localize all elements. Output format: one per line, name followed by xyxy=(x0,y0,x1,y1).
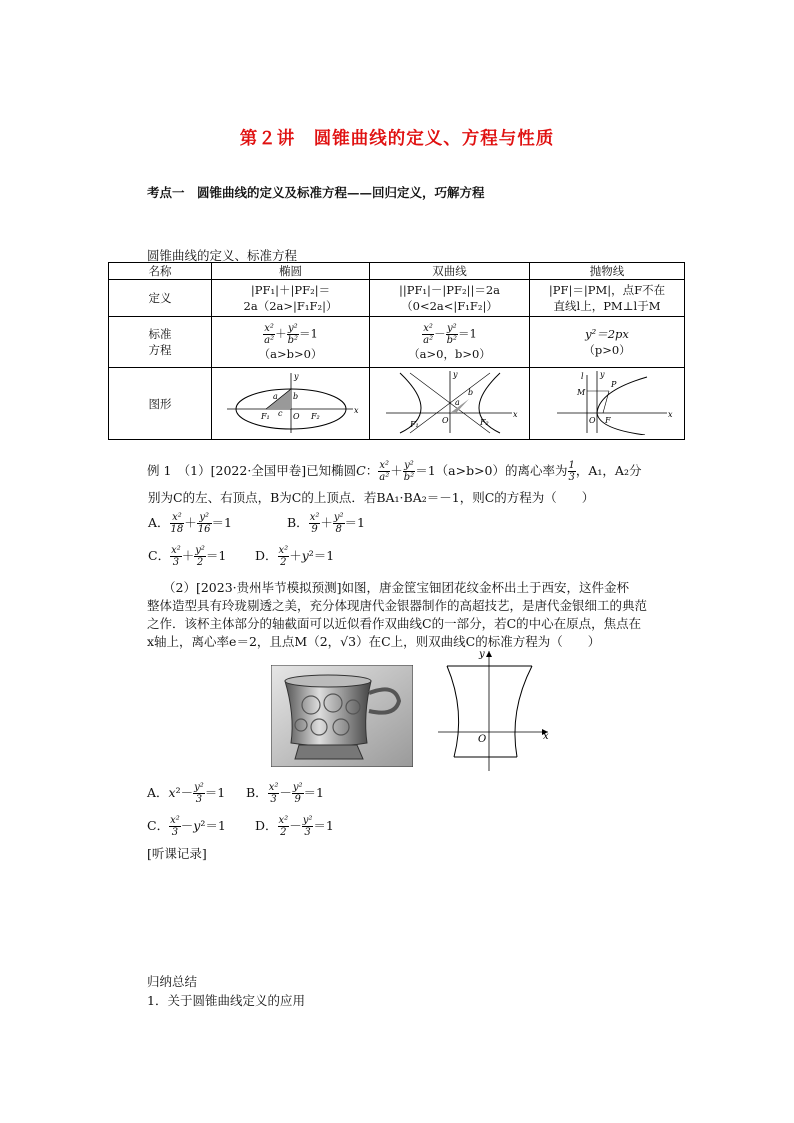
svg-text:F₂: F₂ xyxy=(479,417,489,427)
example1-line1: 例 1 （1）[2022·全国甲卷]已知椭圆C： $\frac{\text{x²}}{\text{a²}}$ ＋ $\frac{\text{y²}}{\text{b²}}$ ＝1（a>b>0）的离心率为 $\frac{1}{3}$ ，A₁，A₂分 xyxy=(147,460,642,483)
q1-option-b[interactable]: B． $\frac{\text{x²}}{9}$ ＋ $\frac{\text{y²}}{8}$ ＝1 xyxy=(287,512,365,535)
row-fig-label: 图形 xyxy=(109,368,212,440)
q1-opt-d-label: D． xyxy=(255,548,278,563)
q1-opt-b-label: B． xyxy=(287,515,309,530)
q2-opt-a-label: A． xyxy=(147,785,169,800)
svg-text:c: c xyxy=(277,408,282,418)
svg-text:y: y xyxy=(600,369,605,379)
q2-option-a[interactable]: A．x²－ $\frac{\text{y²}}{3}$ ＝1 xyxy=(147,782,226,805)
example1-intro: 例 1 （1）[2022·全国甲卷]已知椭圆 xyxy=(147,463,357,478)
conic-table xyxy=(108,262,685,440)
svg-text:b: b xyxy=(292,391,298,401)
hyperbola-eq-cond: （a>0，b>0） xyxy=(408,346,491,361)
header-name: 名称 xyxy=(109,263,212,280)
svg-text:O: O xyxy=(478,734,487,745)
svg-text:M: M xyxy=(577,387,586,397)
ellipse-figure xyxy=(212,368,370,440)
svg-text:F: F xyxy=(605,415,611,425)
q1-option-d[interactable]: D． $\frac{\text{x²}}{2}$ ＋y²＝1 xyxy=(255,545,335,568)
hyperbola-eq-formula: $\frac{\text{x²}}{\text{a²}}$ － $\frac{\text{y²}}{\text{b²}}$ ＝1 xyxy=(423,322,477,346)
parabola-graph xyxy=(537,369,677,435)
ellipse-graph xyxy=(221,369,361,435)
parabola-eq-cond: （p>0） xyxy=(583,343,631,357)
hyperbola-graph xyxy=(380,369,520,435)
summary-heading: 归纳总结 xyxy=(147,974,198,989)
svg-text:a: a xyxy=(454,397,460,407)
parabola-figure xyxy=(530,368,685,440)
row-def-label: 定义 xyxy=(109,280,212,317)
q1-option-a[interactable]: A． $\frac{\text{x²}}{18}$ ＋ $\frac{\text{y²}}{16}$ ＝1 xyxy=(148,512,232,535)
summary-item-1: 1．关于圆锥曲线定义的应用 xyxy=(147,993,305,1008)
q1-opt-c-label: C． xyxy=(148,548,171,563)
q2-option-c[interactable]: C． $\frac{\text{x²}}{3}$ －y²＝1 xyxy=(147,815,226,838)
q1-opt-a-label: A． xyxy=(148,515,170,530)
page-title: 第２讲 圆锥曲线的定义、方程与性质 xyxy=(239,129,555,149)
svg-text:x: x xyxy=(668,409,673,419)
svg-text:x: x xyxy=(543,731,549,742)
svg-text:F₁: F₁ xyxy=(409,419,419,429)
parabola-def-line1: |PF|＝|PM|，点F不在 xyxy=(548,283,666,297)
row-std-label xyxy=(109,317,212,368)
svg-text:F₂: F₂ xyxy=(310,411,320,421)
q2-option-d[interactable]: D． $\frac{\text{x²}}{2}$ － $\frac{\text{y²}}{3}$ ＝1 xyxy=(255,815,334,838)
svg-text:O: O xyxy=(292,411,300,421)
hyperbola-def-line1: ||PF₁|－|PF₂||＝2a xyxy=(398,283,501,297)
ellipse-def-line2: 2a（2a>|F₁F₂|） xyxy=(243,299,338,313)
q2-opt-c-label: C． xyxy=(147,818,170,833)
parabola-eq xyxy=(530,317,685,368)
header-parabola: 抛物线 xyxy=(530,263,685,280)
hyperbola-def-line2: （0<2a<|F₁F₂|） xyxy=(401,299,498,313)
q2-option-b[interactable]: B． $\frac{\text{x²}}{3}$ － $\frac{\text{y²}}{9}$ ＝1 xyxy=(246,782,324,805)
svg-text:y: y xyxy=(479,649,485,660)
q2-opt-d-label: D． xyxy=(255,818,278,833)
gold-cup-photo xyxy=(271,665,413,767)
q1-option-c[interactable]: C． $\frac{\text{x²}}{3}$ ＋ $\frac{\text{y²}}{2}$ ＝1 xyxy=(148,545,227,568)
svg-text:a: a xyxy=(272,391,278,401)
section-heading: 考点一 圆锥曲线的定义及标准方程——回归定义，巧解方程 xyxy=(147,185,485,200)
svg-text:x: x xyxy=(512,409,518,419)
header-hyperbola: 双曲线 xyxy=(370,263,530,280)
parabola-def xyxy=(530,280,685,317)
example1-cond: （a>b>0）的离心率为 xyxy=(435,463,568,478)
svg-text:y: y xyxy=(452,369,458,379)
svg-text:O: O xyxy=(589,415,596,425)
svg-text:F₁: F₁ xyxy=(260,411,270,421)
ellipse-eq-formula: $\frac{\text{x²}}{\text{a²}}$ ＋ $\frac{\text{y²}}{\text{b²}}$ ＝1 xyxy=(264,322,318,346)
q2-line1: （2）[2023·贵州毕节模拟预测]如图，唐金筐宝钿团花纹金杯出土于西安，这件金杯 xyxy=(163,580,629,595)
svg-text:b: b xyxy=(467,387,473,397)
header-ellipse: 椭圆 xyxy=(212,263,370,280)
std-label-1: 标准 xyxy=(148,327,172,341)
svg-text:y: y xyxy=(293,371,299,381)
example1-vertices: ，A₁，A₂分 xyxy=(575,463,642,478)
hyperbola-eq xyxy=(370,317,530,368)
parabola-eq-formula: y²＝2px xyxy=(585,327,629,341)
q2-line4: x轴上，离心率e＝2，且点M（2，√3）在C上，则双曲线C的标准方程为（ ） xyxy=(147,634,601,649)
hyperbola-figure xyxy=(370,368,530,440)
hyperbola-def xyxy=(370,280,530,317)
svg-text:O: O xyxy=(441,415,449,425)
ellipse-eq xyxy=(212,317,370,368)
example1-line2: 别为C的左、右顶点，B为C的上顶点．若BA₁·BA₂＝－1，则C的方程为（ ） xyxy=(148,490,595,505)
svg-text:P: P xyxy=(611,379,617,389)
hyperbola-cup-section xyxy=(428,645,558,773)
parabola-def-line2: 直线l上，PM⊥l于M xyxy=(553,299,661,313)
table-caption: 圆锥曲线的定义、标准方程 xyxy=(147,248,298,263)
ellipse-def xyxy=(212,280,370,317)
ellipse-eq-cond: （a>b>0） xyxy=(258,346,323,361)
listen-record: [听课记录] xyxy=(147,846,207,861)
svg-text:x: x xyxy=(353,405,359,415)
std-label-2: 方程 xyxy=(148,343,172,357)
q2-opt-b-label: B． xyxy=(246,785,268,800)
q2-line2: 整体造型具有玲珑剔透之美，充分体现唐代金银器制作的高超技艺，是唐代金银细工的典范 xyxy=(147,598,648,613)
ellipse-def-line1: |PF₁|＋|PF₂|＝ xyxy=(250,283,331,297)
svg-text:l: l xyxy=(581,371,584,381)
q2-line3: 之作．该杯主体部分的轴截面可以近似看作双曲线C的一部分，若C的中心在原点，焦点在 xyxy=(147,616,642,631)
